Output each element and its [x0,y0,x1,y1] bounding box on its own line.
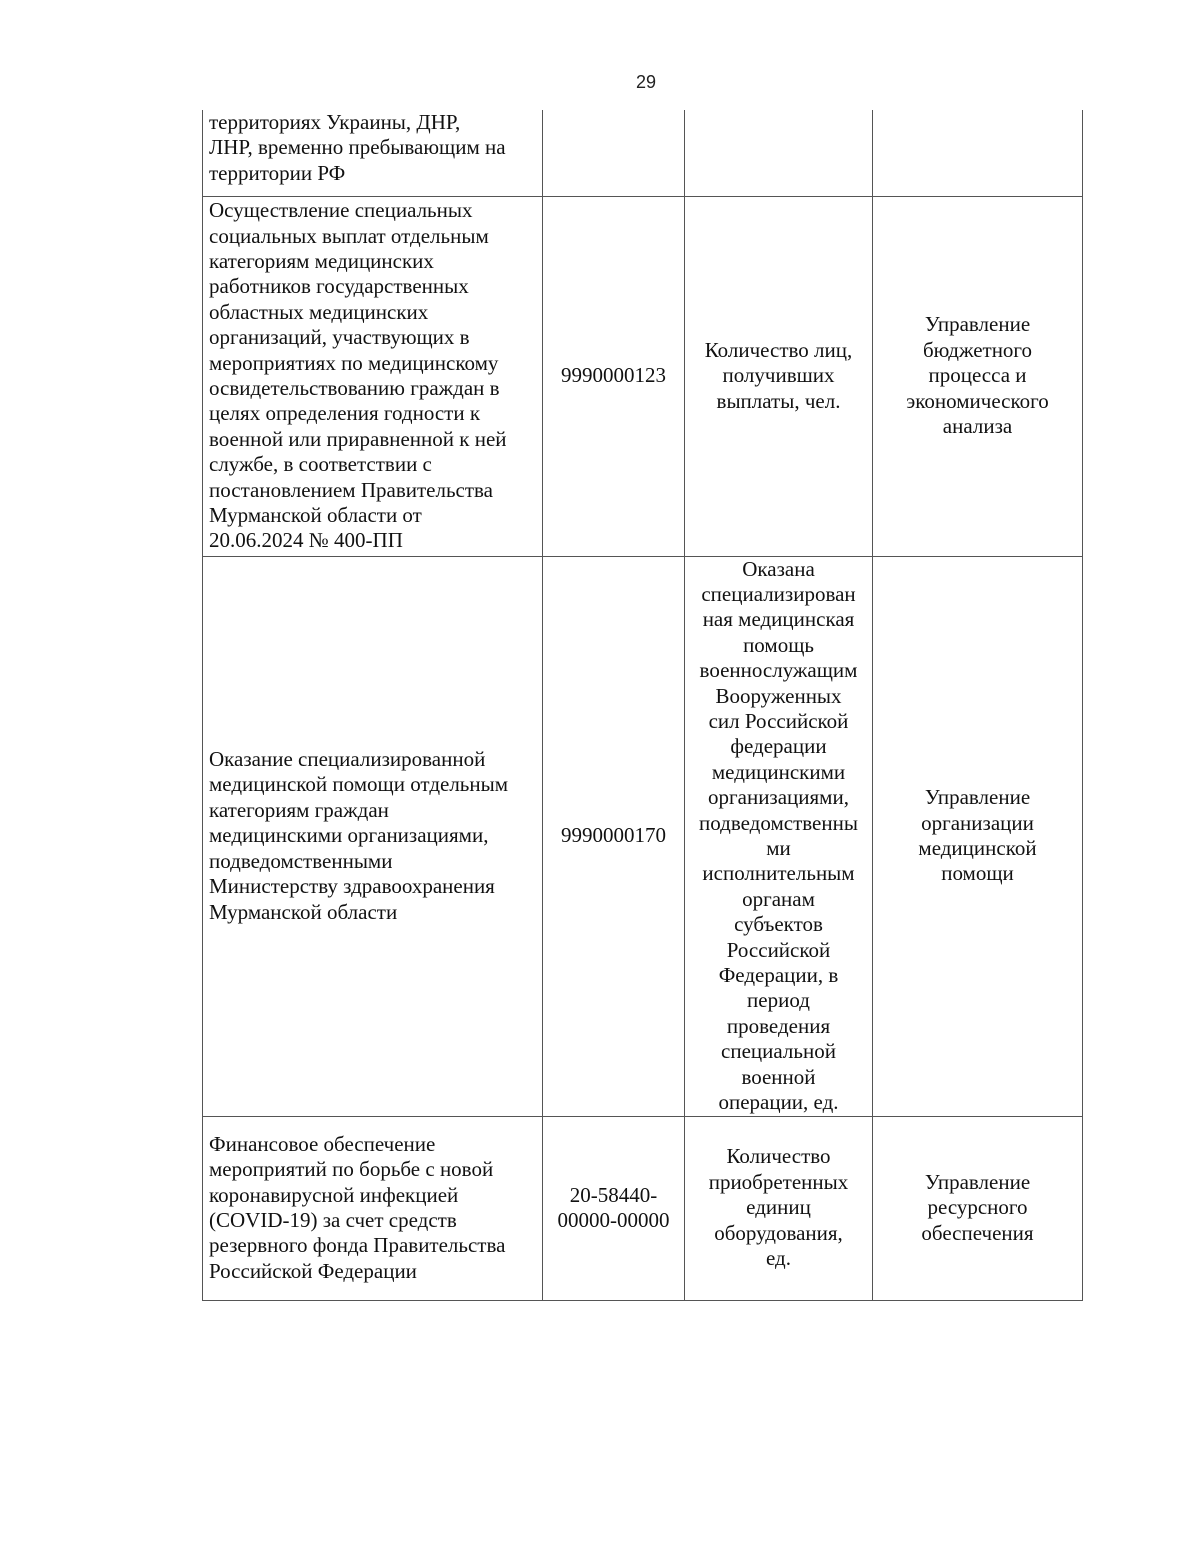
row-name: Оказание специализированной медицинской помощи отдельным категориям граждан медицинскими организациями, подведомственными Министерству здравоохранения Мурманской области [209,747,509,924]
row-department-cell [873,110,1083,196]
row-indicator: Количество лиц, получивших выплаты, чел. [704,337,853,413]
table-row [203,556,1083,1116]
row-indicator-cell [685,556,873,1116]
row-name: Финансовое обеспечение мероприятий по борьбе с новой коронавирусной инфекцией (COVID-19) за счет средств резервного фонда Правительства Российской Федерации [209,1131,506,1283]
row-code-cell [543,196,685,556]
table-row [203,110,1083,196]
row-code: 9990000123 [561,363,666,388]
row-indicator-cell [685,110,873,196]
row-code-cell [543,1116,685,1300]
row-code: 20-58440- 00000-00000 [557,1182,670,1232]
row-department-cell [873,556,1083,1116]
table-row [203,1116,1083,1300]
row-code: 9990000170 [561,823,666,848]
row-department: Управление ресурсного обеспечения [921,1169,1034,1245]
row-indicator-cell [685,1116,873,1300]
row-indicator: Количество приобретенных единиц оборудования, ед. [708,1144,849,1271]
indicators-table [202,110,1083,1301]
row-department: Управление организации медицинской помощи [918,785,1037,886]
table-row [203,196,1083,556]
row-indicator: Оказана специализирован ная медицинская помощь военнослужащим Вооруженных сил Российской федерации медицинскими организациями, подведомственны ми исполнительным органам субъектов Российской Федерации, в период проведения специальной военной операции, ед. [699,556,858,1115]
row-department-cell [873,1116,1083,1300]
row-name-cell [203,110,543,196]
row-department: Управление бюджетного процесса и экономического анализа [906,312,1049,439]
row-code-cell [543,110,685,196]
row-indicator-cell [685,196,873,556]
row-department-cell [873,196,1083,556]
page-number: 29 [635,72,657,92]
row-name-cell [203,556,543,1116]
row-name-cell [203,196,543,556]
row-code-cell [543,556,685,1116]
row-name-cell [203,1116,543,1300]
row-name: Осуществление специальных социальных выплат отдельным категориям медицинских работников государственных областных медицинских организаций, участвующих в мероприятиях по медицинскому освидетельствованию граждан в целях определения годности к военной или приравненной к ней службе, в соответствии с постановлением Правительства Мурманской области от 20.06.2024 № 400-ПП [209,198,507,553]
row-name: территориях Украины, ДНР, ЛНР, временно пребывающим на территории РФ [209,110,506,185]
